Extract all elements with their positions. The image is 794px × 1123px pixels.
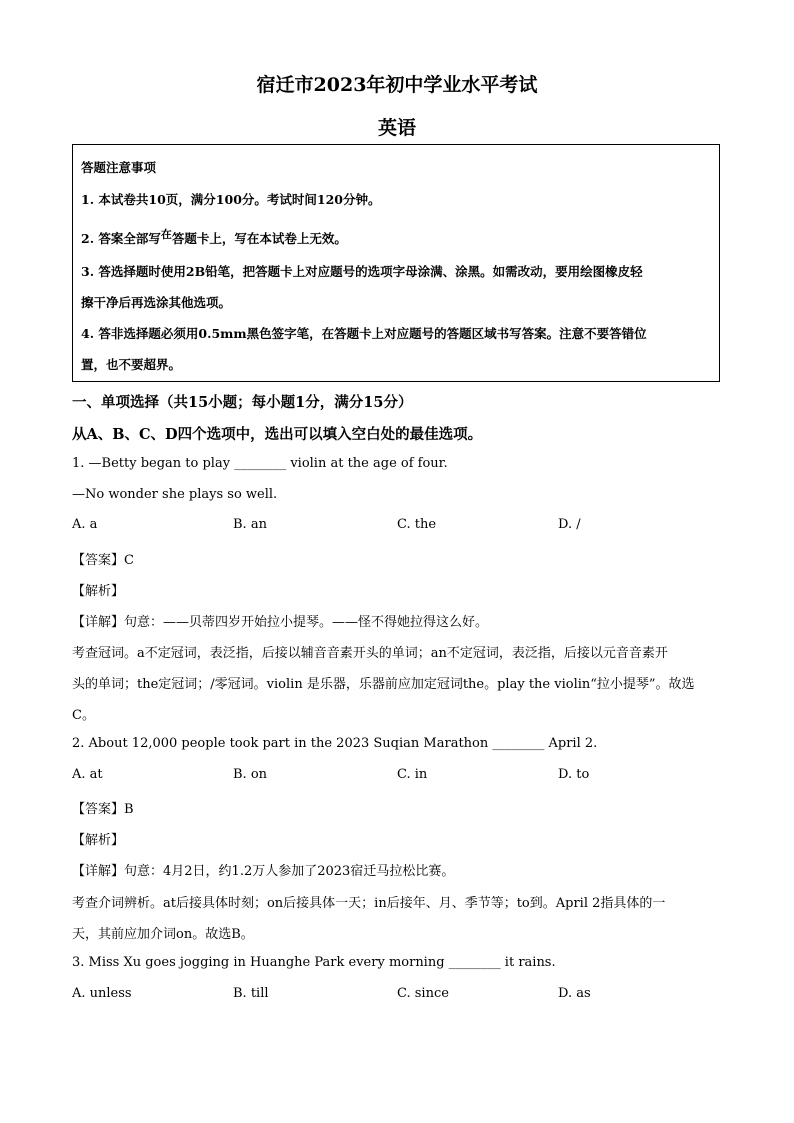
q1-stem-line-1: 1. —Betty began to play ________ violin at the age of four. (72, 456, 448, 471)
q3-option-a: A. unless (72, 986, 132, 1001)
q1-explain-line-3: C。 (72, 708, 95, 723)
q1-analysis-label: 【解析】 (72, 584, 125, 599)
notice-item-2-part-b: 答题卡上，写在本试卷上无效。 (171, 231, 347, 246)
q1-answer (72, 549, 134, 568)
q3-option-b: B. till (233, 986, 269, 1001)
q2-option-a: A. at (72, 767, 103, 782)
q2-option-b: B. on (233, 767, 268, 782)
q1-explain-line-2: 头的单词；the定冠词；/零冠词。violin 是乐器，乐器前应加定冠词the。play the violin“拉小提琴”。故选 (72, 677, 695, 692)
detail-label: 【详解】 (72, 864, 125, 879)
answer-label: 【答案】 (72, 802, 125, 817)
detail-text: 句意：——贝蒂四岁开始拉小提琴。——怪不得她拉得这么好。 (124, 615, 489, 630)
notice-item-1: 1. 本试卷共10页，满分100分。考试时间120分钟。 (81, 192, 381, 207)
notice-item-2-part-a: 2. 答案全部写 (81, 231, 161, 246)
q1-option-a: A. a (72, 517, 98, 532)
q1-stem-line-2: —No wonder she plays so well. (72, 487, 278, 502)
q2-detail (72, 860, 454, 879)
notice-heading: 答题注意事项 (81, 160, 157, 175)
exam-title: 宿迁市2023年初中学业水平考试 (256, 74, 538, 96)
q2-explain-line-1: 考查介词辨析。at后接具体时刻；on后接具体一天；in后接年、月、季节等；to到。April 2指具体的一 (72, 896, 666, 911)
notice-item-3-line-1: 3. 答选择题时使用2B铅笔，把答题卡上对应题号的选项字母涂满、涂黑。如需改动，要用绘图橡皮轻 (81, 264, 643, 279)
q2-option-d: D. to (558, 767, 590, 782)
q1-detail (72, 611, 488, 630)
subject-title: 英语 (377, 117, 416, 139)
q2-option-c: C. in (397, 767, 428, 782)
notice-item-2-raised: 在 (160, 228, 172, 241)
q1-option-b: B. an (233, 517, 267, 532)
notice-item-2 (81, 229, 347, 247)
answer-value: B (124, 802, 134, 817)
notice-item-4-line-1: 4. 答非选择题必须用0.5mm黑色签字笔，在答题卡上对应题号的答题区域书写答案。注意不要答错位 (81, 326, 647, 341)
notice-box (72, 144, 720, 382)
q2-stem: 2. About 12,000 people took part in the 2023 Suqian Marathon ________ April 2. (72, 736, 598, 751)
q3-option-d: D. as (558, 986, 591, 1001)
notice-item-3-line-2: 擦干净后再选涂其他选项。 (81, 295, 232, 310)
q1-option-d: D. / (558, 517, 581, 532)
q1-option-c: C. the (397, 517, 437, 532)
q2-analysis-label: 【解析】 (72, 833, 125, 848)
q3-stem: 3. Miss Xu goes jogging in Huanghe Park every morning ________ it rains. (72, 955, 556, 970)
section-instruction: 从A、B、C、D四个选项中，选出可以填入空白处的最佳选项。 (72, 426, 483, 443)
q1-explain-line-1: 考查冠词。a不定冠词，表泛指，后接以辅音音素开头的单词；an不定冠词，表泛指，后接以元音音素开 (72, 646, 668, 661)
q2-explain-line-2: 天，其前应加介词on。故选B。 (72, 927, 254, 942)
answer-label: 【答案】 (72, 553, 125, 568)
q2-answer (72, 798, 134, 817)
answer-value: C (124, 553, 134, 568)
section-heading: 一、单项选择（共15小题；每小题1分，满分15分） (72, 394, 413, 411)
q3-option-c: C. since (397, 986, 449, 1001)
detail-label: 【详解】 (72, 615, 125, 630)
notice-item-4-line-2: 置，也不要超界。 (81, 357, 182, 372)
detail-text: 句意：4月2日，约1.2万人参加了2023宿迁马拉松比赛。 (124, 864, 455, 879)
